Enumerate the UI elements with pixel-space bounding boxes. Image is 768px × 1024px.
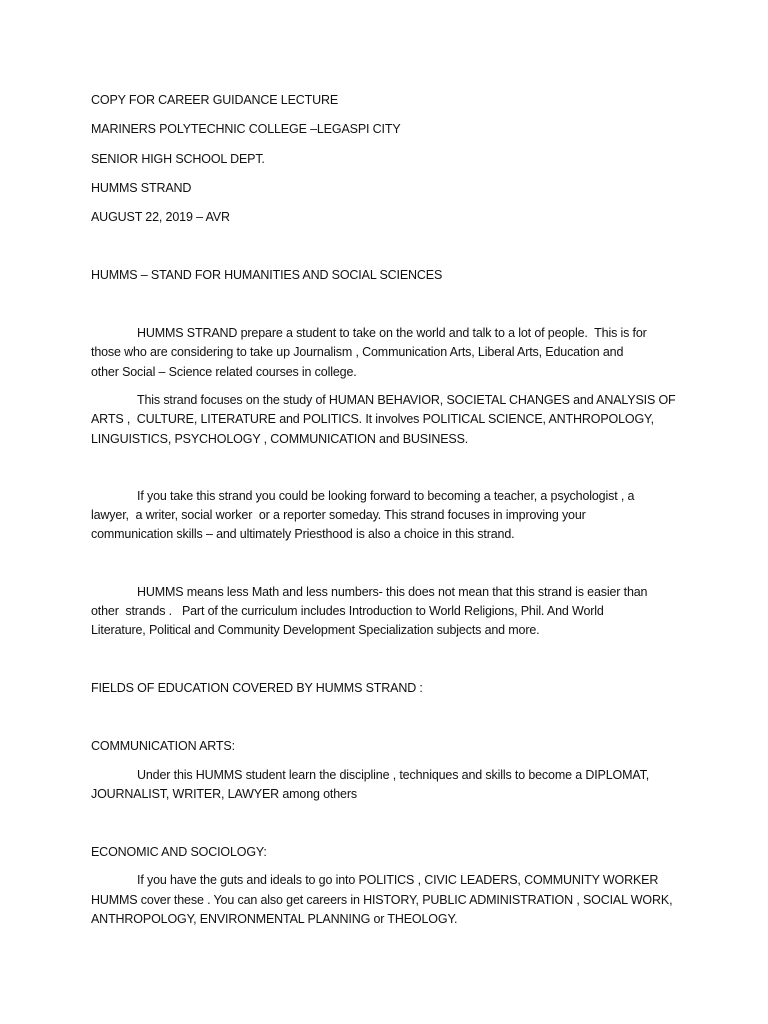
paragraph-line: those who are considering to take up Journalism , Communication Arts, Liberal Arts, Education and — [91, 345, 624, 359]
paragraph-line: lawyer, a writer, social worker or a reporter someday. This strand focuses in improving your — [91, 508, 586, 522]
paragraph-line: If you take this strand you could be looking forward to becoming a teacher, a psychologist , a — [137, 489, 635, 503]
paragraph-line: LINGUISTICS, PSYCHOLOGY , COMMUNICATION and BUSINESS. — [91, 432, 469, 446]
paragraph-line: ANTHROPOLOGY, ENVIRONMENTAL PLANNING or THEOLOGY. — [91, 912, 458, 926]
paragraph-line: other Social – Science related courses in college. — [91, 365, 357, 379]
header-line: HUMMS STRAND — [91, 181, 192, 195]
paragraph-line: HUMMS means less Math and less numbers- this does not mean that this strand is easier than — [137, 585, 648, 599]
paragraph-line: If you have the guts and ideals to go into POLITICS , CIVIC LEADERS, COMMUNITY WORKER — [137, 873, 659, 887]
header-line: MARINERS POLYTECHNIC COLLEGE –LEGASPI CITY — [91, 122, 401, 136]
section-heading: ECONOMIC AND SOCIOLOGY: — [91, 845, 267, 859]
header-line: AUGUST 22, 2019 – AVR — [91, 210, 230, 224]
section-heading: FIELDS OF EDUCATION COVERED BY HUMMS STRAND : — [91, 681, 423, 695]
paragraph-line: JOURNALIST, WRITER, LAWYER among others — [91, 787, 357, 801]
paragraph-line: This strand focuses on the study of HUMAN BEHAVIOR, SOCIETAL CHANGES and ANALYSIS OF — [137, 393, 676, 407]
paragraph-line: communication skills – and ultimately Priesthood is also a choice in this strand. — [91, 527, 515, 541]
section-heading: COMMUNICATION ARTS: — [91, 739, 235, 753]
document-title: HUMMS – STAND FOR HUMANITIES AND SOCIAL SCIENCES — [91, 268, 443, 282]
paragraph-line: Literature, Political and Community Development Specialization subjects and more. — [91, 623, 540, 637]
paragraph-line: HUMMS cover these . You can also get careers in HISTORY, PUBLIC ADMINISTRATION , SOCIAL WORK, — [91, 893, 673, 907]
header-line: SENIOR HIGH SCHOOL DEPT. — [91, 152, 265, 166]
paragraph-line: other strands . Part of the curriculum includes Introduction to World Religions, Phil. And World — [91, 604, 604, 618]
paragraph-line: Under this HUMMS student learn the discipline , techniques and skills to become a DIPLOMAT, — [137, 768, 650, 782]
paragraph-line: ARTS , CULTURE, LITERATURE and POLITICS. It involves POLITICAL SCIENCE, ANTHROPOLOGY, — [91, 412, 654, 426]
paragraph-line: HUMMS STRAND prepare a student to take on the world and talk to a lot of people. This is for — [137, 326, 647, 340]
header-line: COPY FOR CAREER GUIDANCE LECTURE — [91, 93, 339, 107]
